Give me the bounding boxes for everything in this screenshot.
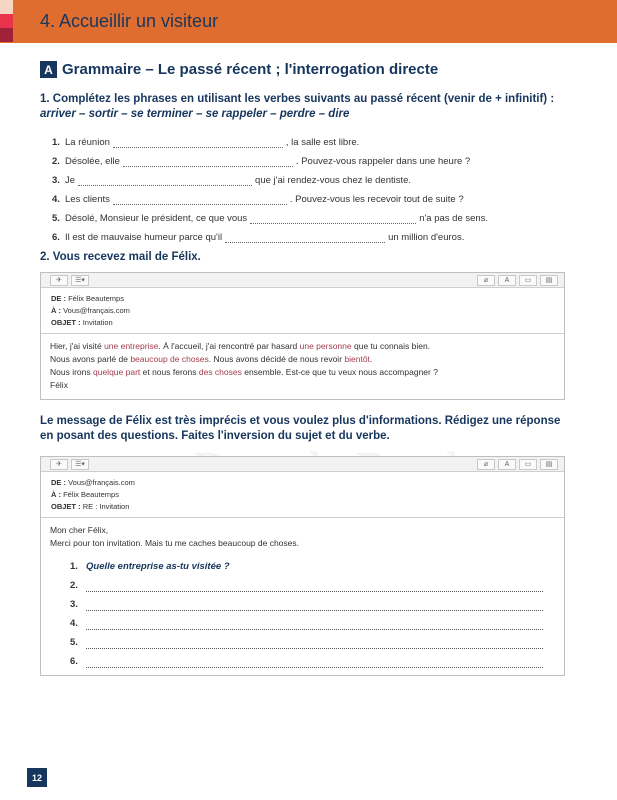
email-body-line <box>50 340 555 353</box>
body-text: que tu connais bien. <box>351 341 431 351</box>
email-toolbar <box>41 457 564 472</box>
attach-icon[interactable]: ⌀ <box>477 275 495 286</box>
vague-term: une entreprise <box>104 341 159 351</box>
exercise-sentence: 6. Il est de mauvaise humeur parce qu'il un million d'euros. <box>52 232 465 243</box>
exercise-1-sentences <box>52 129 592 243</box>
exercise-sentence: 4. Les clients . Pouvez-vous les recevoir tout de suite ? <box>52 194 464 205</box>
send-icon[interactable]: ✈ <box>50 275 68 286</box>
blank-field[interactable] <box>113 195 287 205</box>
body-text: . <box>369 354 373 364</box>
email-subject: Invitation <box>82 318 113 327</box>
exercise-sentence: 5. Désolé, Monsieur le président, ce que vous n'a pas de sens. <box>52 213 489 224</box>
chapter-tab <box>0 28 13 42</box>
email-subject: RE : Invitation <box>82 502 130 511</box>
answer-line: 5. <box>70 630 543 649</box>
blank-field[interactable] <box>123 157 293 167</box>
window-icon[interactable]: ▭ <box>519 459 537 470</box>
list-icon[interactable]: ▤ <box>540 275 558 286</box>
email-to: Vous@français.com <box>63 306 130 315</box>
section-letter-badge: A <box>40 61 57 78</box>
email-body-line <box>50 366 555 379</box>
email-body-line <box>50 353 555 366</box>
chapter-header <box>0 0 617 43</box>
answer-list <box>50 554 555 668</box>
email-greeting: Mon cher Félix, <box>50 525 109 535</box>
body-text: Nous irons <box>50 367 93 377</box>
email-header-fields: DE : Félix Beautemps À : Vous@français.com OBJET : Invitation <box>41 288 564 334</box>
email-body-line <box>50 379 555 392</box>
chapter-tab <box>0 0 13 14</box>
body-text: . À l'accueil, j'ai rencontré par hasard <box>158 341 300 351</box>
exercise-sentence: 1. La réunion , la salle est libre. <box>52 137 360 148</box>
blank-field[interactable] <box>78 176 252 186</box>
exercise-1-verb-list: arriver – sortir – se terminer – se rappeler – perdre – dire <box>40 108 350 120</box>
font-icon[interactable]: A <box>498 459 516 470</box>
body-text: ensemble. Est-ce que tu veux nous accompagner ? <box>241 367 438 377</box>
chapter-title: 4. Accueillir un visiteur <box>40 11 219 31</box>
blank-field[interactable] <box>225 233 385 243</box>
answer-line: 3. <box>70 592 543 611</box>
vague-term: une personne <box>299 341 352 351</box>
example-answer: Quelle entreprise as-tu visitée ? <box>86 561 230 572</box>
blank-field[interactable] <box>250 214 416 224</box>
font-icon[interactable]: A <box>498 275 516 286</box>
format-menu-icon[interactable]: ☰▾ <box>71 459 89 470</box>
body-text: Félix <box>50 380 68 390</box>
exercise-sentence: 3. Je que j'ai rendez-vous chez le dentiste. <box>52 175 412 186</box>
chapter-tabs <box>0 0 13 43</box>
section-title: Grammaire – Le passé récent ; l'interrogation directe <box>62 61 439 78</box>
answer-input[interactable] <box>86 601 543 611</box>
format-menu-icon[interactable]: ☰▾ <box>71 275 89 286</box>
section-heading <box>40 61 438 78</box>
exercise-1-instruction: 1. Complétez les phrases en utilisant les verbes suivants au passé récent (venir de + infinitif) : <box>40 93 555 105</box>
vague-term: des choses <box>198 367 242 377</box>
vague-term: beaucoup de choses <box>130 354 209 364</box>
exercise-sentence: 2. Désolée, elle . Pouvez-vous rappeler dans une heure ? <box>52 156 471 167</box>
exercise-3-instruction: Le message de Félix est très imprécis et vous voulez plus d'informations. Rédigez une réponse en posant des questions. Faites l'inversion du sujet et du verbe. <box>40 415 561 442</box>
answer-line: 1. Quelle entreprise as-tu visitée ? <box>70 561 230 572</box>
body-text: . Nous avons décidé de nous revoir <box>208 354 345 364</box>
exercise-2-instruction: 2. Vous recevez mail de Félix. <box>40 251 201 263</box>
answer-line: 4. <box>70 611 543 630</box>
blank-field[interactable] <box>113 138 283 148</box>
body-text: Nous avons parlé de <box>50 354 131 364</box>
body-text: et nous ferons <box>140 367 199 377</box>
answer-line: 2. <box>70 573 543 592</box>
email-header-fields: DE : Vous@français.com À : Félix Beautemps OBJET : RE : Invitation <box>41 472 564 518</box>
answer-input[interactable] <box>86 639 543 649</box>
received-email <box>40 272 565 400</box>
answer-input[interactable] <box>86 620 543 630</box>
vague-term: bientôt <box>344 354 370 364</box>
chapter-tab <box>0 14 13 28</box>
email-from: Vous@français.com <box>68 478 135 487</box>
send-icon[interactable]: ✈ <box>50 459 68 470</box>
answer-line: 6. <box>70 649 543 668</box>
email-body <box>41 334 564 399</box>
window-icon[interactable]: ▭ <box>519 275 537 286</box>
email-from: Félix Beautemps <box>68 294 124 303</box>
answer-input[interactable] <box>86 582 543 592</box>
list-icon[interactable]: ▤ <box>540 459 558 470</box>
body-text: Hier, j'ai visité <box>50 341 105 351</box>
email-body <box>41 518 564 675</box>
page-number: 12 <box>27 768 47 787</box>
attach-icon[interactable]: ⌀ <box>477 459 495 470</box>
email-to: Félix Beautemps <box>63 490 119 499</box>
email-intro: Merci pour ton invitation. Mais tu me caches beaucoup de choses. <box>50 538 299 548</box>
email-toolbar <box>41 273 564 288</box>
vague-term: quelque part <box>93 367 141 377</box>
reply-email <box>40 456 565 676</box>
answer-input[interactable] <box>86 658 543 668</box>
